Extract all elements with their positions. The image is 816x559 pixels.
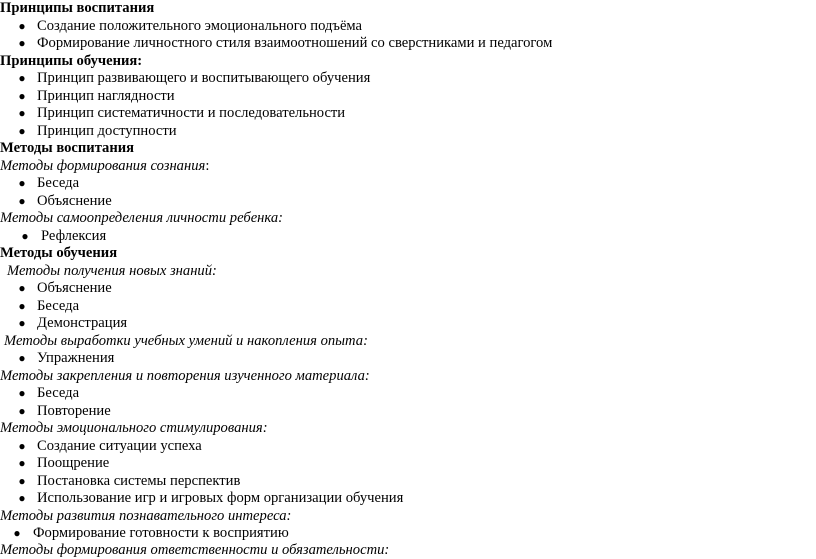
bullet-icon: ●: [18, 193, 26, 208]
list-item: ● Использование игр и игровых форм организации обучения: [18, 490, 404, 506]
subheading-methods: Методы формирования сознания:: [0, 157, 210, 174]
subheading-methods: Методы закрепления и повторения изученного материала:: [0, 367, 370, 384]
heading-methods-upbringing: Методы воспитания: [0, 140, 135, 156]
bullet-icon: ●: [18, 491, 26, 505]
list-item: ● Создание ситуации успеха: [18, 437, 202, 454]
bullet-icon: ●: [18, 456, 26, 470]
list-item: ● Принцип доступности: [18, 122, 177, 139]
list-item: ● Беседа: [18, 297, 80, 314]
list-item: ● Упражнения: [18, 350, 115, 366]
subheading-methods: Методы развития познавательного интереса:: [0, 507, 292, 524]
list-item: ● Повторение: [18, 402, 111, 419]
heading-methods-teaching: Методы обучения: [0, 245, 118, 261]
list-item: ● Объяснение: [18, 280, 112, 296]
bullet-icon: ●: [18, 123, 26, 138]
bullet-icon: ●: [18, 88, 26, 103]
list-item: ● Демонстрация: [18, 315, 128, 331]
list-item: ● Формирование личностного стиля взаимоотношений со сверстниками и педагогом: [18, 35, 553, 51]
list-item: ● Формирование готовности к восприятию: [13, 525, 289, 541]
subheading-methods: Методы получения новых знаний:: [7, 262, 217, 279]
bullet-icon: ●: [18, 18, 26, 33]
list-item: ● Постановка системы перспектив: [18, 472, 241, 489]
bullet-icon: ●: [21, 228, 29, 243]
heading-principles-teaching: Принципы обучения:: [0, 52, 143, 69]
heading-principles-upbringing: Принципы воспитания: [0, 0, 155, 16]
bullet-icon: ●: [18, 473, 26, 488]
bullet-icon: ●: [18, 316, 26, 330]
bullet-icon: ●: [18, 176, 26, 190]
subheading-methods: Методы эмоционального стимулирования:: [0, 420, 268, 436]
bullet-icon: ●: [18, 298, 26, 313]
list-item: ● Принцип наглядности: [18, 87, 175, 104]
bullet-icon: ●: [18, 438, 26, 453]
bullet-icon: ●: [18, 281, 26, 295]
bullet-icon: ●: [13, 526, 21, 540]
list-item: ● Принцип систематичности и последовательности: [18, 105, 346, 121]
list-item: ● Беседа: [18, 385, 80, 401]
list-item: ● Поощрение: [18, 455, 110, 471]
list-item: ● Принцип развивающего и воспитывающего обучения: [18, 70, 371, 86]
bullet-icon: ●: [18, 386, 26, 400]
bullet-icon: ●: [18, 36, 26, 50]
subheading-methods: Методы выработки учебных умений и накопления опыта:: [4, 332, 368, 349]
list-item: ● Создание положительного эмоционального подъёма: [18, 17, 363, 34]
subheading-methods: Методы самоопределения личности ребенка:: [0, 210, 284, 226]
list-item: ● Рефлексия: [21, 227, 107, 244]
subheading-methods: Методы формирования ответственности и обязательности:: [0, 542, 390, 558]
bullet-icon: ●: [18, 71, 26, 85]
list-item: ● Беседа: [18, 175, 80, 191]
bullet-icon: ●: [18, 351, 26, 365]
bullet-icon: ●: [18, 106, 26, 120]
list-item: ● Объяснение: [18, 192, 112, 209]
bullet-icon: ●: [18, 403, 26, 418]
